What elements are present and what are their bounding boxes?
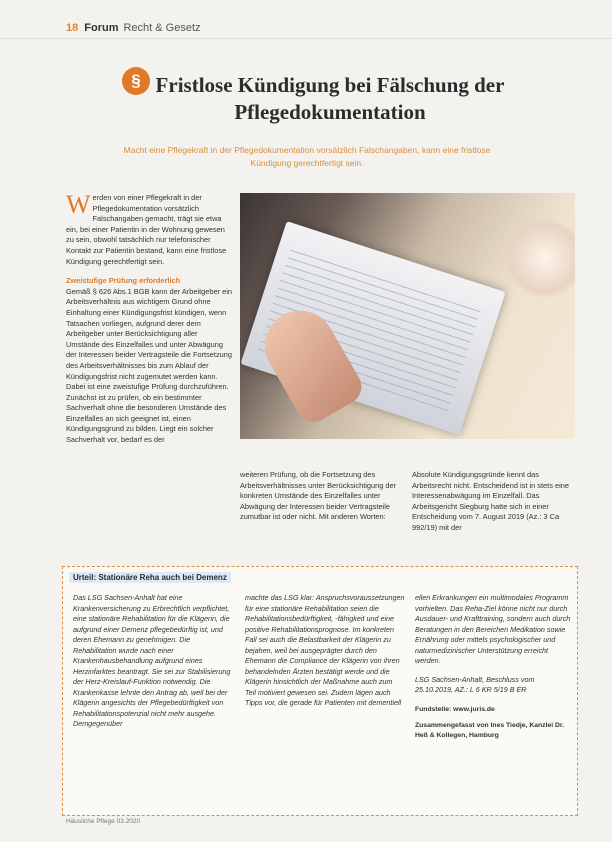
column-2-body: weiteren Prüfung, ob die Fortsetzung des Arbeitsverhältnisses unter Berücksichtigung der konkreten Umstände des Einzelfalles unter Abwägung der Interessen beider Vertragsteile zumutbar ist oder nicht. Mit anderen Worten: [240,470,397,522]
drop-cap: W [66,190,91,219]
subsection-name: Recht & Gesetz [123,22,201,34]
info-box-text-1: Das LSG Sachsen-Anhalt hat eine Krankenversicherung zu Erbrechtlich verpflichtet, eine stationäre Rehabilitation für die Klägerin, die aufgrund einer Demenz pflegebedürftig ist, und deren Ehemann zu genehmigen. Die Rehabilitation wurde nach einer Krankenhausbehandlung aufgrund eines Herzinfarktes beantragt. Sie sei zur Stabilisierung der Herz-Kreislauf-Funktion notwendig. Die Krankenkasse lehnte den Antrag ab, weil bei der Klägerin angesichts der Pflegebedürftigkeit von Rehabilitationspotenzial nicht mehr ausgehe. Demgegenüber [73,593,231,728]
article-title: Fristlose Kündigung bei Fälschung der Pflegedokumentation [155,73,505,124]
page-number: 18 [66,22,79,34]
info-box-heading: Urteil: Stationäre Reha auch bei Demenz [69,572,231,583]
article-column-1 [66,190,232,446]
page-header [66,22,201,34]
column-1-body: Gemäß § 626 Abs.1 BGB kann der Arbeitgeber ein Arbeitsverhältnis aus wichtigem Grund ohne Einhaltung einer Kündigungsfrist kündigen, wenn Tatsachen vorliegen, aufgrund derer dem Arbeitgeber unter Berücksichtigung aller Umstände des Einzelfalles und unter Abwägung der Interessen beider Vertragsteile die Fortsetzung des Arbeitsverhältnisses bis zum Ablauf der Kündigungsfrist nicht zugemutet werden kann. Dabei ist eine zweistufige Prüfung durchzuführen. Zunächst ist zu prüfen, ob ein bestimmter Sachverhalt ohne die besonderen Umstände des Einzelfalles an sich geeignet ist, einen Kündigungsgrund zu bilden. Liegt ein solcher Sachverhalt vor, bedarf es der [66,286,232,445]
paragraph-icon: § [122,67,150,95]
intro-paragraph [66,190,232,267]
info-box-column-2 [245,593,405,709]
info-box [62,566,578,816]
photo-flower [505,218,575,298]
article-lead: Macht eine Pflegekraft in der Pflegedokumentation vorsätzlich Falschangaben, kann eine fristlose Kündigung gerechtfertigt sein. [123,145,491,168]
info-box-column-1 [73,593,233,730]
info-box-text-2: machte das LSG klar: Anspruchsvoraussetzungen für eine stationäre Rehabilitation seien die Rehabilitationsbedürftigkeit, -fähigkeit und eine positive Rehabilitationsprognose. Im konkreten Fall sei auch die Belastbarkeit der Klägerin zu bejahen, weil bei ausgeprägter durch den Ehemann die Compliance der Klägerin von ihren behandelnden Ärzten bestätigt werde und die Klägerin hinsichtlich der Maßnahme auch zum Teil motiviert gewesen sei. Zudem lägen auch Tipps vor, die gerade für Patienten mit dementiell [245,593,405,707]
info-box-source: Fundstelle: www.juris.de [415,705,495,713]
article-column-3 [412,470,576,534]
article-column-2 [240,470,398,523]
info-box-column-3 [415,593,571,741]
info-box-text-3: ellen Erkrankungen ein multimodales Programm vorhielten. Das Reha-Ziel könne nicht nur durch Ausdauer- und Krafttraining, sondern auch durch Beratungen in den Bereichen Medikation sowie Ernährung oder mittels psychologischer und naturmedizinischer Unterstützung erreicht werden. [415,593,571,665]
subheading: Zweistufige Prüfung erforderlich [66,276,181,286]
article-photo [240,193,575,439]
intro-text: erden von einer Pflegekraft in der Pflegedokumentation vorsätzlich Falschangaben gemacht, trägt sie etwa ein, bei einer Patientin in der Wohnung gewesen zu sein, obwohl tatsächlich nur telefonischer Kontakt zur Patientin bestand, kann eine fristlose Kündigung gerechtfertigt sein. [66,193,227,266]
info-box-citation: LSG Sachsen-Anhalt, Beschluss vom 25.10.2019, AZ.: L 6 KR 5/19 B ER [415,674,535,694]
section-name: Forum [84,22,119,34]
page-footer: Häusliche Pflege 03.2020 [66,818,141,825]
header-divider [0,38,612,39]
info-box-credit: Zusammengefasst von Ines Tiedje, Kanzlei Dr. Heß & Kollegen, Hamburg [415,721,565,739]
column-3-body: Absolute Kündigungsgründe kennt das Arbeitsrecht nicht. Entscheidend ist in stets eine Interessenabwägung im Einzelfall. Das Arbeitsgericht Siegburg hatte sich in einer Entscheidung vom 7. August 2019 (Az.: 3 Ca 992/19) mit der [412,470,569,532]
